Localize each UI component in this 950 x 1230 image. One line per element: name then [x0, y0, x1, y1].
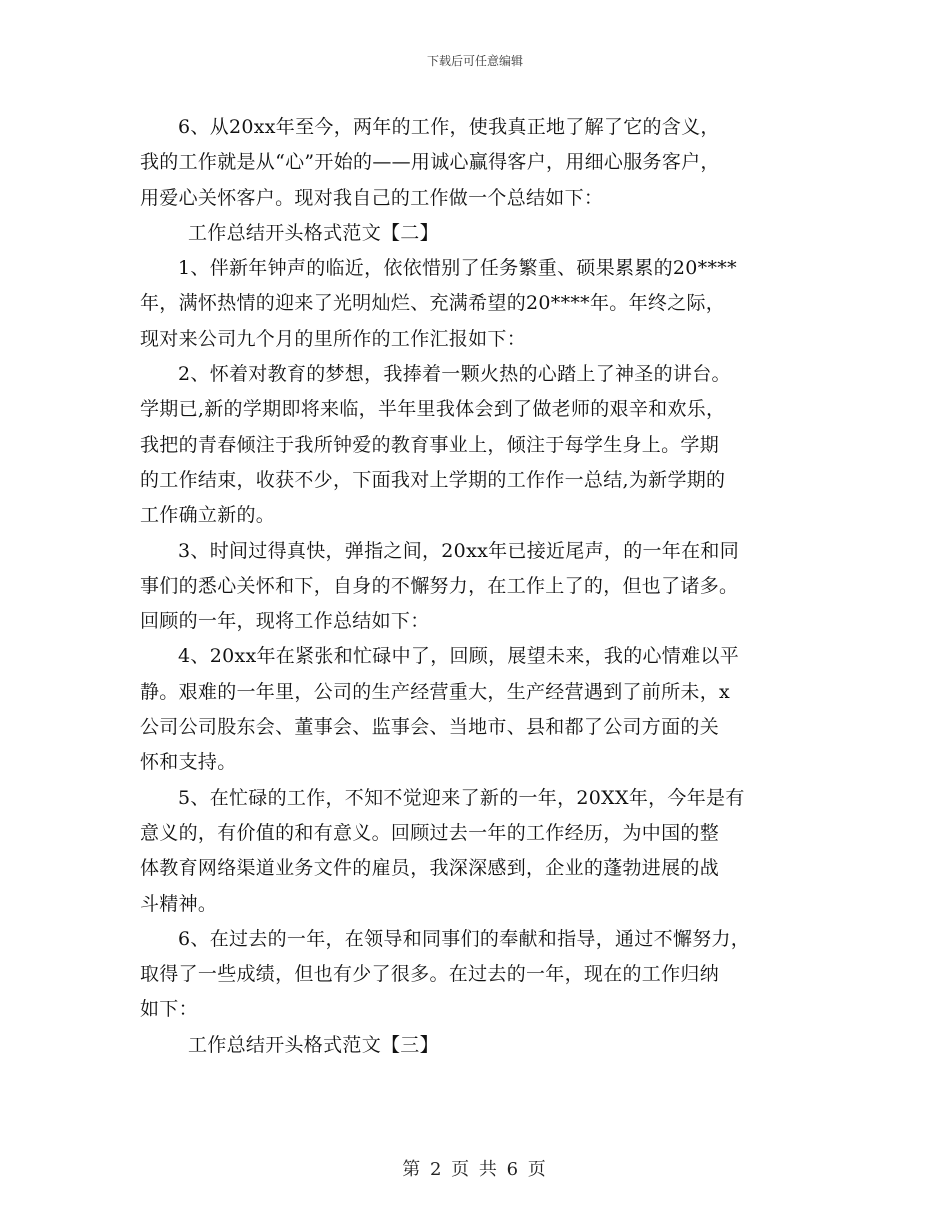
paragraph	[140, 781, 816, 922]
paragraph-line: 意义的，有价值的和有意义。回顾过去一年的工作经历，为中国的整	[140, 821, 720, 844]
paragraph-line: 斗精神。	[140, 892, 218, 915]
paragraph-line: 2、怀着对教育的梦想，我捧着一颗火热的心踏上了神圣的讲台。	[178, 363, 731, 386]
paragraph-line: 的工作结束，收获不少，下面我对上学期的工作作一总结,为新学期的	[140, 468, 726, 491]
paragraph-line: 体教育网络渠道业务文件的雇员，我深深感到，企业的蓬勃进展的战	[140, 857, 720, 880]
paragraph-line: 6、在过去的一年，在领导和同事们的奉献和指导，通过不懈努力，	[178, 927, 751, 950]
paragraph	[140, 922, 816, 1028]
paragraph-line: 静。艰难的一年里，公司的生产经营重大，生产经营遇到了前所未，x	[140, 680, 731, 703]
document-body	[140, 110, 816, 1063]
page-number-footer: 第 2 页 共 6 页	[402, 1159, 548, 1180]
section-heading: 工作总结开头格式范文【三】	[188, 1033, 439, 1056]
section-heading: 工作总结开头格式范文【二】	[188, 221, 439, 244]
paragraph-line: 1、伴新年钟声的临近，依依惜别了任务繁重、硕果累累的20****	[178, 257, 737, 280]
paragraph-line: 事们的悉心关怀和下，自身的不懈努力，在工作上了的，但也了诸多。	[140, 574, 739, 597]
paragraph-line: 回顾的一年，现将工作总结如下：	[140, 610, 430, 633]
paragraph-line: 4、20xx年在紧张和忙碌中了，回顾，展望未来，我的心情难以平	[178, 645, 739, 668]
paragraph-line: 怀和支持。	[140, 751, 237, 774]
paragraph-line: 5、在忙碌的工作，不知不觉迎来了新的一年，20XX年，今年是有	[178, 786, 745, 809]
paragraph	[140, 357, 816, 533]
paragraph-line: 用爱心关怀客户。现对我自己的工作做一个总结如下：	[140, 186, 604, 209]
paragraph-line: 取得了一些成绩，但也有少了很多。在过去的一年，现在的工作归纳	[140, 963, 720, 986]
paragraph	[140, 639, 816, 780]
paragraph-line: 工作确立新的。	[140, 504, 276, 527]
paragraph	[140, 251, 816, 357]
paragraph-line: 学期已,新的学期即将来临，半年里我体会到了做老师的艰辛和欢乐，	[140, 398, 726, 421]
paragraph-line: 现对来公司九个月的里所作的工作汇报如下：	[140, 327, 527, 350]
paragraph	[140, 110, 816, 216]
paragraph-line: 6、从20xx年至今，两年的工作，使我真正地了解了它的含义，	[178, 116, 720, 138]
paragraph-line: 我的工作就是从“心”开始的——用诚心赢得客户，用细心服务客户，	[140, 151, 720, 174]
paragraph-line: 如下：	[140, 998, 198, 1021]
paragraph	[140, 534, 816, 640]
paragraph-line: 公司公司股东会、董事会、监事会、当地市、县和都了公司方面的关	[140, 716, 720, 739]
paragraph-line: 我把的青春倾注于我所钟爱的教育事业上，倾注于每学生身上。学期	[140, 433, 720, 456]
paragraph-line: 年，满怀热情的迎来了光明灿烂、充满希望的20****年。年终之际，	[140, 292, 726, 315]
paragraph-line: 3、时间过得真快，弹指之间，20xx年已接近尾声，的一年在和同	[178, 539, 739, 562]
header-note: 下载后可任意编辑	[426, 54, 523, 68]
